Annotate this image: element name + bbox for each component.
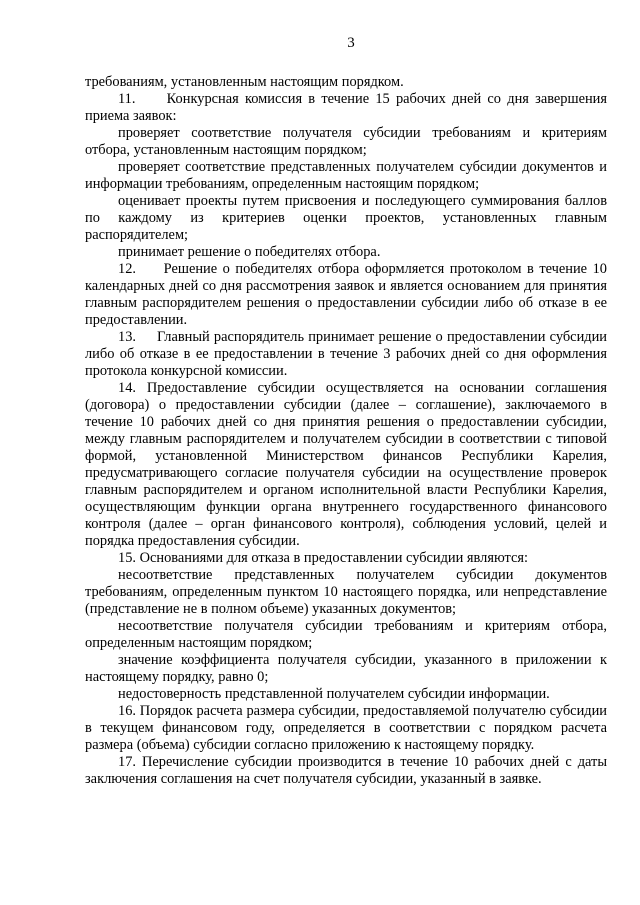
paragraph-item-11: 11. Конкурсная комиссия в течение 15 рабочих дней со дня завершения приема заявок: — [85, 91, 607, 124]
paragraph-subitem: проверяет соответствие представленных получателем субсидии документов и информации требованиям, определенным настоящим порядком; — [85, 159, 607, 192]
paragraph-subitem: несоответствие получателя субсидии требованиям и критериям отбора, определенным настоящим порядком; — [85, 618, 607, 651]
page-number: 3 — [347, 35, 355, 51]
paragraph-item-15: 15. Основаниями для отказа в предоставлении субсидии являются: — [118, 550, 528, 566]
paragraph-item-12: 12. Решение о победителях отбора оформляется протоколом в течение 10 календарных дней со дня рассмотрения заявок и является основанием для принятия главным распорядителем решения о предоставлении субсидии либо об отказе в ее предоставлении. — [85, 261, 607, 328]
paragraph-item-14: 14. Предоставление субсидии осуществляется на основании соглашения (договора) о предоставлении субсидии (далее – соглашение), заключаемого в течение 10 рабочих дней со дня принятия решения о предоставлении субсидии, между главным распорядителем и получателем субсидии в соответствии с типовой формой, установленной Министерством финансов Республики Карелия, предусматривающего согласие получателя субсидии на осуществление проверок главным распорядителем и органом исполнительной власти Республики Карелия, осуществляющим функции органа внутреннего государственного финансового контроля (далее – орган финансового контроля), соблюдения условий, целей и порядка предоставления субсидии. — [85, 380, 607, 549]
paragraph-subitem: недостоверность представленной получателем субсидии информации. — [118, 686, 550, 702]
paragraph-item-13: 13. Главный распорядитель принимает решение о предоставлении субсидии либо об отказе в ее предоставлении в течение 3 рабочих дней со дня оформления протокола конкурсной комиссии. — [85, 329, 607, 379]
paragraph-subitem: значение коэффициента получателя субсидии, указанного в приложении к настоящему порядку, равно 0; — [85, 652, 607, 685]
paragraph-subitem: несоответствие представленных получателем субсидии документов требованиям, определенным пунктом 10 настоящего порядка, или непредставление (представление не в полном объеме) указанных документов; — [85, 567, 607, 617]
paragraph-subitem: оценивает проекты путем присвоения и последующего суммирования баллов по каждому из критериев оценки проектов, установленных главным распорядителем; — [85, 193, 607, 243]
paragraph-subitem: проверяет соответствие получателя субсидии требованиям и критериям отбора, установленным настоящим порядком; — [85, 125, 607, 158]
paragraph-continuation: требованиям, установленным настоящим порядком. — [85, 74, 404, 90]
paragraph-item-16: 16. Порядок расчета размера субсидии, предоставляемой получателю субсидии в текущем финансовом году, определяется в соответствии с порядком расчета размера (объема) субсидии согласно приложению к настоящему порядку. — [85, 703, 607, 753]
document-page — [85, 34, 607, 788]
paragraph-item-17: 17. Перечисление субсидии производится в течение 10 рабочих дней с даты заключения соглашения на счет получателя субсидии, указанный в заявке. — [85, 754, 607, 787]
paragraph-subitem: принимает решение о победителях отбора. — [118, 244, 381, 260]
